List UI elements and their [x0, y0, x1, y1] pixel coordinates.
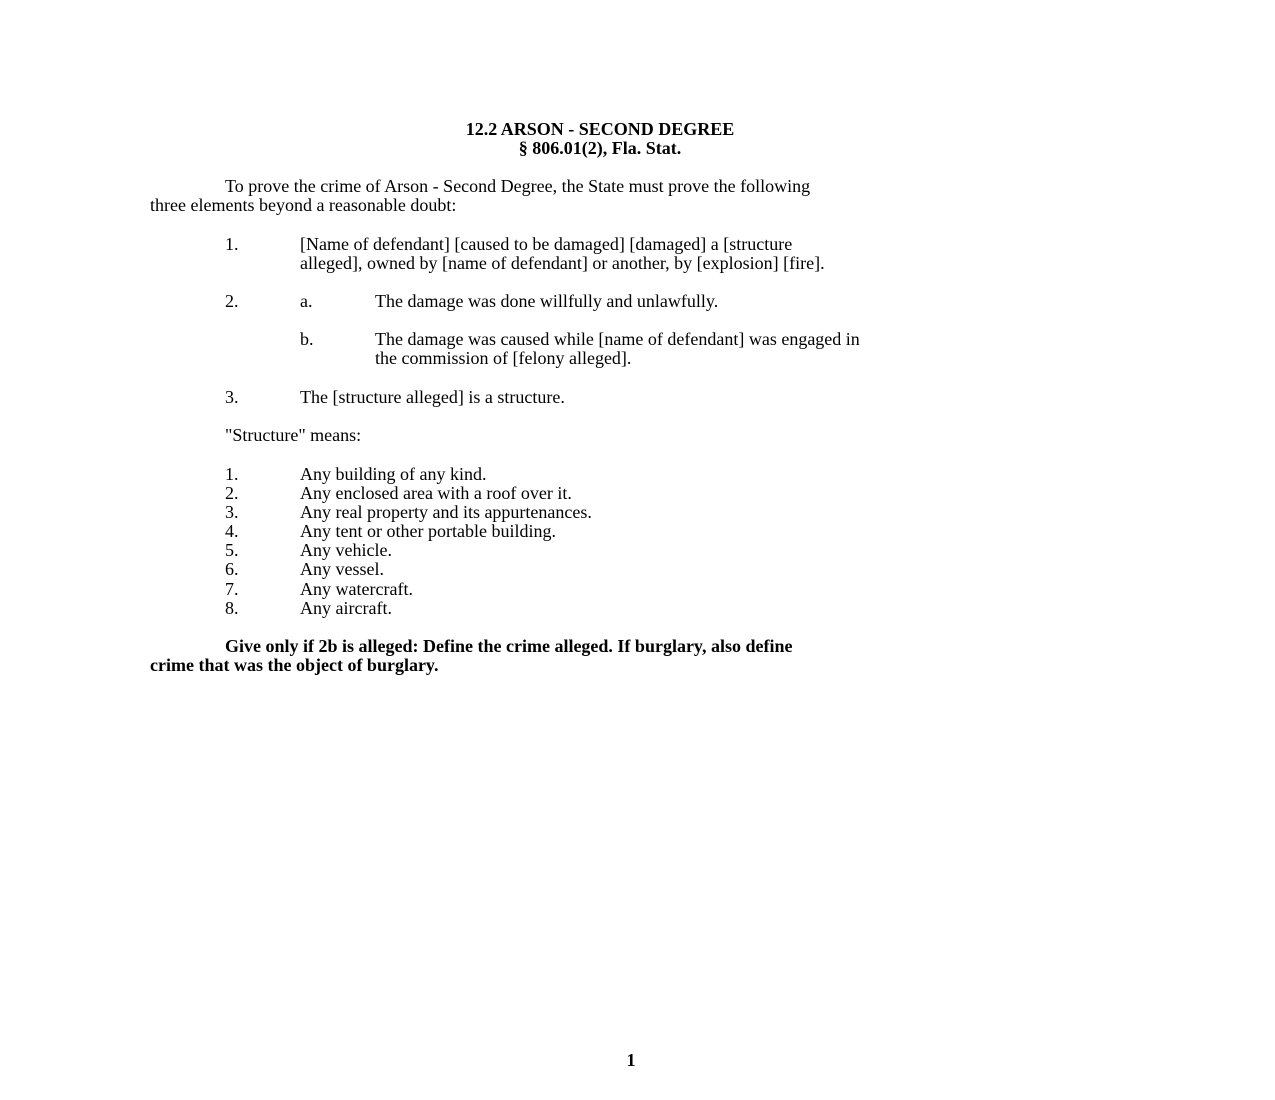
element-number: 2.	[225, 291, 239, 311]
intro-line-2: three elements beyond a reasonable doubt:	[150, 195, 457, 215]
list-text: Any aircraft.	[300, 598, 392, 618]
structure-heading: "Structure" means:	[225, 425, 362, 445]
element-text	[300, 235, 825, 273]
element-2b-line-2: the commission of [felony alleged].	[375, 348, 632, 368]
list-number: 7.	[225, 579, 239, 599]
list-text: Any vessel.	[300, 559, 384, 579]
element-1-line-2: alleged], owned by [name of defendant] or another, by [explosion] [fire].	[300, 253, 825, 273]
list-number: 8.	[225, 598, 239, 618]
list-text: Any building of any kind.	[300, 464, 487, 484]
intro-text-1: To prove the crime of Arson - Second Degree, the State must prove the following	[225, 176, 811, 196]
list-number: 3.	[225, 502, 239, 522]
list-number: 2.	[225, 483, 239, 503]
note-line-1	[150, 637, 1070, 656]
statute-citation: § 806.01(2), Fla. Stat.	[518, 138, 682, 158]
intro-paragraph	[150, 177, 1070, 215]
note-text-1: Give only if 2b is alleged: Define the crime alleged. If burglary, also define	[225, 636, 793, 656]
page-title: 12.2 ARSON - SECOND DEGREE	[465, 119, 735, 139]
note-line-2: crime that was the object of burglary.	[150, 655, 439, 675]
element-2b-line-1: The damage was caused while [name of defendant] was engaged in	[375, 329, 860, 349]
element-number: 1.	[225, 234, 239, 254]
list-text: Any vehicle.	[300, 540, 392, 560]
sub-element-letter: a.	[300, 291, 313, 311]
list-text: Any real property and its appurtenances.	[300, 502, 592, 522]
page-number: 1	[626, 1050, 636, 1070]
list-text: Any watercraft.	[300, 579, 413, 599]
list-number: 5.	[225, 540, 239, 560]
list-number: 4.	[225, 521, 239, 541]
intro-line-1	[150, 177, 1070, 196]
list-text: Any tent or other portable building.	[300, 521, 556, 541]
list-number: 1.	[225, 464, 239, 484]
list-text: Any enclosed area with a roof over it.	[300, 483, 572, 503]
element-1-line-1: [Name of defendant] [caused to be damaged] [damaged] a [structure	[300, 234, 793, 254]
sub-element-text	[375, 330, 860, 368]
sub-element-letter: b.	[300, 329, 314, 349]
element-number: 3.	[225, 387, 239, 407]
list-number: 6.	[225, 559, 239, 579]
instruction-note	[150, 637, 1070, 675]
element-text: The [structure alleged] is a structure.	[300, 387, 565, 407]
sub-element-text: The damage was done willfully and unlawfully.	[375, 291, 719, 311]
